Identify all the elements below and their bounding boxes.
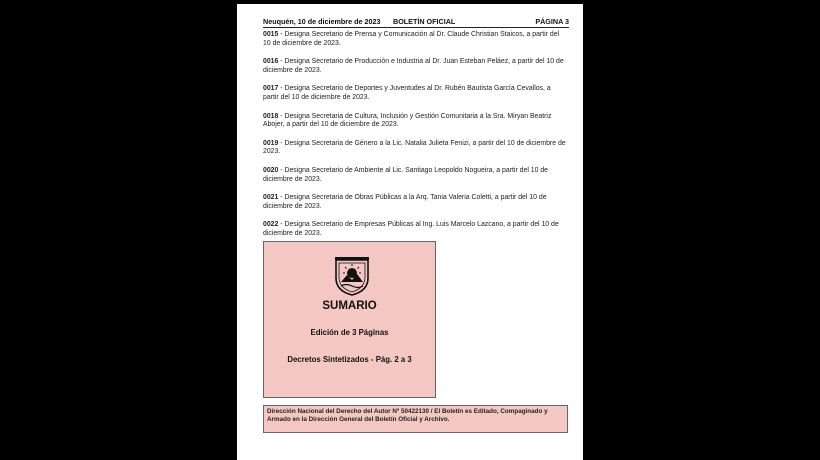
decree-text: - Designa Secretario de Prensa y Comunicación al Dr. Claude Christian Staicos, a partir del 10 de diciembre de 2023. bbox=[263, 31, 560, 47]
decree-text: - Designa Secretario de Producción e Industria al Dr. Juan Esteban Peláez, a partir del 10 de diciembre de 2023. bbox=[263, 58, 564, 74]
sumario-title: SUMARIO bbox=[322, 300, 377, 312]
document-page bbox=[237, 4, 583, 460]
decree-text: - Designa Secretaria de Cultura, Inclusión y Gestión Comunitaria a la Sra. Miryan Beatriz Abojer, a partir del 10 de diciembre de 2023. bbox=[263, 112, 552, 129]
sumario-edition: Edición de 3 Páginas bbox=[310, 328, 389, 337]
decree-entry bbox=[263, 31, 568, 48]
decree-number: 0015 bbox=[263, 31, 279, 38]
decree-number: 0020 bbox=[263, 166, 279, 174]
decree-number: 0018 bbox=[263, 112, 279, 120]
decree-entry bbox=[263, 221, 568, 238]
decree-number: 0022 bbox=[263, 221, 279, 229]
decree-entry bbox=[263, 167, 568, 184]
decree-text: - Designa Secretaria de Obras Públicas a la Arq. Tania Valeria Coletti, a partir del 10 de diciembre de 2023. bbox=[263, 194, 547, 210]
page-header bbox=[263, 17, 569, 28]
decree-number: 0016 bbox=[263, 58, 279, 66]
copyright-footer bbox=[263, 405, 568, 433]
decree-text: - Designa Secretaria de Género a la Lic. Natalia Julieta Fenizi, a partir del 10 de diciembre de 2023. bbox=[263, 139, 566, 156]
decree-entry bbox=[263, 58, 568, 75]
decree-text: - Designa Secretario de Deportes y Juventudes al Dr. Rubén Bautista García Cevallos, a partir del 10 de diciembre de 2023. bbox=[263, 85, 551, 101]
sumario-box bbox=[263, 241, 436, 398]
header-publication: BOLETÍN OFICIAL bbox=[393, 17, 456, 26]
decree-list bbox=[263, 31, 568, 249]
decree-number: 0017 bbox=[263, 85, 279, 93]
decree-entry bbox=[263, 140, 568, 157]
decree-entry bbox=[263, 113, 568, 130]
header-date: Neuquén, 10 de diciembre de 2023 bbox=[263, 17, 381, 26]
decree-number: 0019 bbox=[263, 139, 279, 147]
header-page-number: PÁGINA 3 bbox=[535, 17, 569, 26]
decree-entry bbox=[263, 85, 568, 102]
sumario-decretos: Decretos Sintetizados - Pág. 2 a 3 bbox=[287, 355, 412, 364]
decree-number: 0021 bbox=[263, 194, 279, 202]
decree-text: - Designa Secretario de Empresas Públicas al Ing. Luis Marcelo Lazcano, a partir del 10 de diciembre de 2023. bbox=[263, 221, 559, 237]
decree-entry bbox=[263, 194, 568, 211]
decree-text: - Designa Secretario de Ambiente al Lic. Santiago Leopoldo Nogueira, a partir del 10 de diciembre de 2023. bbox=[263, 166, 549, 183]
neuquen-coat-of-arms-icon bbox=[333, 256, 371, 296]
footer-text: Dirección Nacional del Derecho del Autor Nº 50422130 / El Boletín es Editado, Compaginado y Armado en la Dirección General del Boletín Oficial y Archivo. bbox=[267, 408, 548, 423]
